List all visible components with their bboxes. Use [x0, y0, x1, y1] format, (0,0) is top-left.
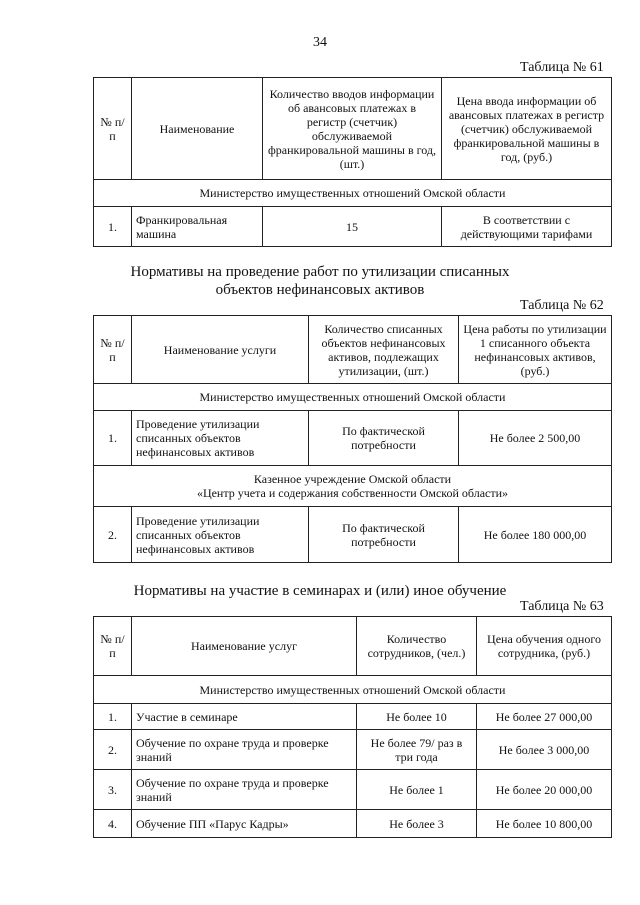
header-price: Цена работы по утилизации 1 списанного объекта нефинансовых активов, (руб.)	[459, 316, 612, 384]
cell-price: Не более 10 800,00	[477, 810, 612, 838]
cell-name: Обучение ПП «Парус Кадры»	[132, 810, 357, 838]
header-name: Наименование услуг	[132, 617, 357, 676]
cell-num: 2.	[94, 730, 132, 770]
header-price: Цена ввода информации об авансовых платежах в регистр (счетчик) обслуживаемой франкировальной машины в год, (руб.)	[442, 78, 612, 180]
cell-qty: По фактической потребности	[309, 411, 459, 466]
cell-qty: По фактической потребности	[309, 507, 459, 563]
table-row	[94, 507, 612, 563]
header-num: № п/п	[94, 316, 132, 384]
header-name: Наименование услуги	[132, 316, 309, 384]
cell-price: В соответствии с действующими тарифами	[442, 207, 612, 247]
group-line: Казенное учреждение Омской области	[253, 472, 452, 486]
header-price: Цена обучения одного сотрудника, (руб.)	[477, 617, 612, 676]
table-61	[93, 77, 612, 247]
cell-name: Обучение по охране труда и проверке знаний	[132, 730, 357, 770]
cell-name: Проведение утилизации списанных объектов нефинансовых активов	[132, 507, 309, 563]
cell-price: Не более 3 000,00	[477, 730, 612, 770]
header-qty: Количество списанных объектов нефинансовых активов, подлежащих утилизации, (шт.)	[309, 316, 459, 384]
cell-num: 2.	[94, 507, 132, 563]
cell-name: Проведение утилизации списанных объектов нефинансовых активов	[132, 411, 309, 466]
page-number: 34	[313, 35, 327, 50]
table-row	[94, 207, 612, 247]
cell-qty: Не более 10	[357, 704, 477, 730]
table-row	[94, 704, 612, 730]
group-row: Министерство имущественных отношений Омской области	[94, 384, 612, 411]
cell-price: Не более 27 000,00	[477, 704, 612, 730]
table-row	[94, 770, 612, 810]
group-line: «Центр учета и содержания собственности Омской области»	[196, 486, 509, 500]
table-63-heading: Нормативы на участие в семинарах и (или) иное обучение	[133, 583, 507, 599]
table-63	[93, 616, 612, 838]
cell-name: Обучение по охране труда и проверке знаний	[132, 770, 357, 810]
header-qty: Количество сотрудников, (чел.)	[357, 617, 477, 676]
cell-name: Участие в семинаре	[132, 704, 357, 730]
header-name: Наименование	[132, 78, 263, 180]
table-header-row	[94, 617, 612, 676]
group-row: Министерство имущественных отношений Омской области	[94, 180, 612, 207]
cell-name: Франкировальная машина	[132, 207, 263, 247]
cell-num: 1.	[94, 207, 132, 247]
cell-num: 3.	[94, 770, 132, 810]
table-62-label: Таблица № 62	[520, 298, 604, 313]
cell-num: 1.	[94, 704, 132, 730]
header-num: № п/п	[94, 78, 132, 180]
group-row	[94, 466, 612, 507]
header-qty: Количество вводов информации об авансовых платежах в регистр (счетчик) обслуживаемой франкировальной машины в год, (шт.)	[263, 78, 442, 180]
table-row	[94, 810, 612, 838]
cell-price: Не более 20 000,00	[477, 770, 612, 810]
cell-price: Не более 180 000,00	[459, 507, 612, 563]
group-row: Министерство имущественных отношений Омской области	[94, 676, 612, 704]
cell-price: Не более 2 500,00	[459, 411, 612, 466]
cell-qty: 15	[263, 207, 442, 247]
cell-num: 4.	[94, 810, 132, 838]
header-num: № п/п	[94, 617, 132, 676]
table-61-label: Таблица № 61	[520, 60, 604, 75]
table-header-row	[94, 316, 612, 384]
cell-qty: Не более 3	[357, 810, 477, 838]
table-header-row	[94, 78, 612, 180]
cell-qty: Не более 79/ раз в три года	[357, 730, 477, 770]
table-row	[94, 411, 612, 466]
table-63-label: Таблица № 63	[520, 599, 604, 614]
cell-qty: Не более 1	[357, 770, 477, 810]
cell-num: 1.	[94, 411, 132, 466]
table-62-heading-line2: объектов нефинансовых активов	[215, 282, 425, 298]
table-62-heading-line1: Нормативы на проведение работ по утилизации списанных	[130, 264, 510, 280]
table-row	[94, 730, 612, 770]
table-62	[93, 315, 612, 563]
